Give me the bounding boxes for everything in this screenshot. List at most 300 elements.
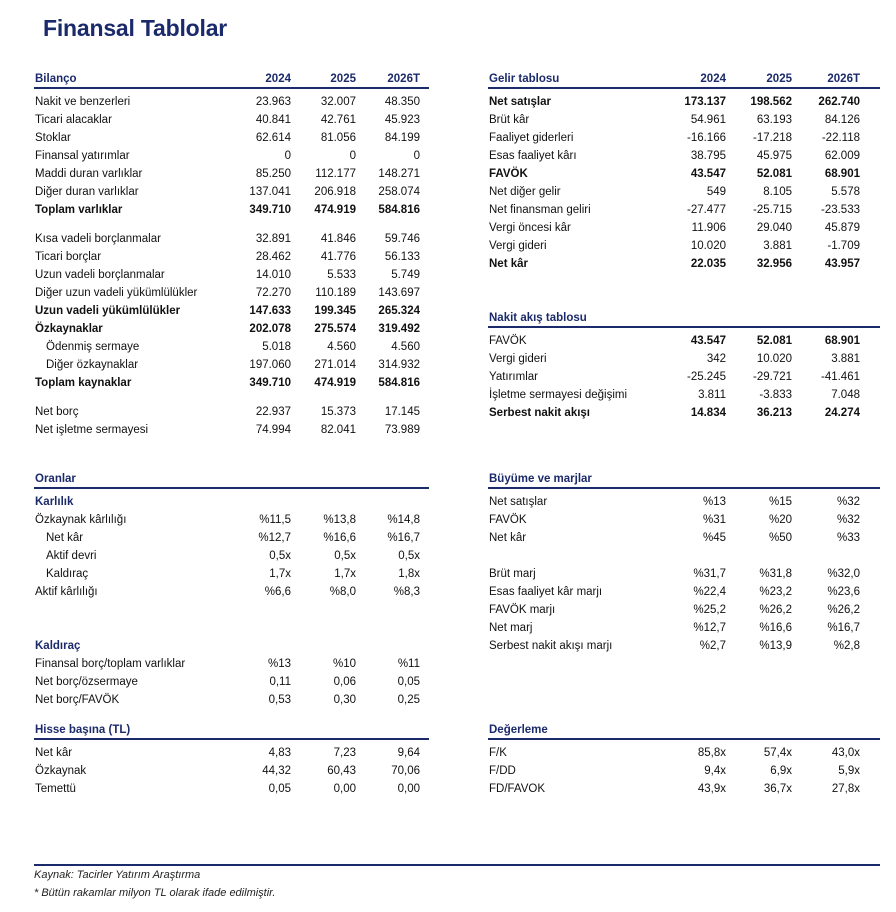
row-value: 349.710 [249, 377, 291, 389]
row-value: %22,4 [693, 586, 726, 598]
row-value: 0,5x [398, 550, 420, 562]
row-value: %31 [702, 514, 726, 526]
row-value: 17.145 [384, 406, 420, 418]
row-label: FAVÖK [489, 335, 527, 347]
row-label: Net satışlar [489, 496, 548, 508]
row-value: 0 [413, 150, 420, 162]
row-label: Ödenmiş sermaye [46, 341, 140, 353]
row-value: 197.060 [249, 359, 291, 371]
row-value: -1.709 [827, 240, 860, 252]
table-row [488, 129, 880, 147]
row-value: 45.923 [384, 114, 420, 126]
row-value: 1,8x [398, 568, 420, 580]
row-value: 43,9x [697, 783, 726, 795]
section-header [488, 472, 880, 489]
row-value: %50 [768, 532, 792, 544]
row-value: %12,7 [693, 622, 726, 634]
row-value: 0,05 [268, 783, 291, 795]
row-value: %8,3 [393, 586, 420, 598]
row-label: FD/FAVOK [489, 783, 546, 795]
row-label: Özkaynaklar [35, 323, 103, 335]
row-value: 271.014 [314, 359, 356, 371]
row-label: Aktif kârlılığı [35, 586, 98, 598]
year-header: 2024 [700, 73, 726, 85]
table-row [488, 237, 880, 255]
row-label: Faaliyet giderleri [489, 132, 574, 144]
row-value: 85.250 [255, 168, 291, 180]
row-value: 262.740 [818, 96, 860, 108]
table-row [34, 248, 429, 266]
table-row [488, 780, 880, 798]
row-value: %16,6 [759, 622, 792, 634]
table-row [488, 529, 880, 547]
section-title: Hisse başına (TL) [35, 724, 131, 736]
table-row [34, 374, 429, 392]
row-value: 0,00 [397, 783, 420, 795]
table-row [34, 320, 429, 338]
row-value: 3.881 [831, 353, 860, 365]
row-value: 42.761 [320, 114, 356, 126]
row-value: 110.189 [315, 287, 356, 299]
table-row [34, 637, 429, 655]
row-label: F/DD [489, 765, 516, 777]
table-row [34, 201, 429, 219]
row-value: 32.891 [255, 233, 291, 245]
section-header [488, 723, 880, 740]
table-row [488, 332, 880, 350]
row-label: Net kâr [489, 258, 528, 270]
section-header [488, 311, 880, 328]
row-value: 198.562 [750, 96, 792, 108]
table-row [488, 404, 880, 422]
table-row [488, 565, 880, 583]
section-title: Gelir tablosu [489, 73, 560, 85]
row-value: 56.133 [384, 251, 420, 263]
row-label: Brüt kâr [489, 114, 530, 126]
row-value: 44,32 [262, 765, 291, 777]
table-row [488, 183, 880, 201]
row-label: Serbest nakit akışı [489, 407, 590, 419]
table-row [488, 350, 880, 368]
row-value: -27.477 [686, 204, 726, 216]
per-share-table [34, 723, 429, 798]
row-value: 62.614 [255, 132, 291, 144]
row-value: 11.906 [691, 222, 726, 234]
table-row [34, 744, 429, 762]
row-label: Net borç/FAVÖK [35, 694, 120, 706]
table-row [34, 302, 429, 320]
row-value: 584.816 [378, 377, 420, 389]
row-label: Özkaynak kârlılığı [35, 514, 127, 526]
row-value: 81.056 [320, 132, 356, 144]
row-value: 22.035 [690, 258, 726, 270]
table-row [488, 255, 880, 273]
row-label: Stoklar [35, 132, 71, 144]
row-value: 474.919 [314, 377, 356, 389]
row-value: 6,9x [770, 765, 792, 777]
row-value: 41.776 [320, 251, 356, 263]
row-value: 4.560 [391, 341, 420, 353]
row-value: %8,0 [329, 586, 356, 598]
section-title: Büyüme ve marjlar [489, 473, 592, 485]
row-value: 342 [706, 353, 726, 365]
row-value: 314.932 [378, 359, 420, 371]
row-value: 148.271 [378, 168, 420, 180]
row-value: 319.492 [378, 323, 420, 335]
row-label: Vergi öncesi kâr [489, 222, 571, 234]
row-label: Net marj [489, 622, 533, 634]
spacer-row [34, 392, 429, 403]
row-value: 14.834 [690, 407, 726, 419]
row-value: %13 [267, 658, 291, 670]
row-value: 143.697 [378, 287, 420, 299]
row-value: %32,0 [827, 568, 860, 580]
row-value: 0,53 [268, 694, 291, 706]
row-value: 7.048 [831, 389, 860, 401]
row-label: FAVÖK marjı [489, 604, 556, 616]
row-value: %23,2 [759, 586, 792, 598]
row-label: Serbest nakit akışı marjı [489, 640, 613, 652]
row-value: 275.574 [314, 323, 356, 335]
row-value: %10 [332, 658, 356, 670]
row-value: 48.350 [384, 96, 420, 108]
row-value: 0,05 [397, 676, 420, 688]
table-row [34, 230, 429, 248]
table-row [488, 637, 880, 655]
row-value: 72.270 [255, 287, 291, 299]
row-label: Uzun vadeli borçlanmalar [35, 269, 165, 281]
row-value: -23.533 [820, 204, 860, 216]
row-value: 10.020 [690, 240, 726, 252]
row-value: %2,7 [699, 640, 726, 652]
row-value: 84.126 [824, 114, 860, 126]
row-label: Diğer özkaynaklar [46, 359, 139, 371]
table-row [34, 93, 429, 111]
row-value: %45 [702, 532, 726, 544]
table-row [34, 421, 429, 439]
row-value: 45.975 [756, 150, 792, 162]
row-value: 5.578 [831, 186, 860, 198]
row-value: 0,5x [269, 550, 291, 562]
row-value: %32 [836, 514, 860, 526]
table-row [34, 691, 429, 709]
row-value: 36,7x [763, 783, 792, 795]
row-value: 0,11 [269, 676, 291, 688]
row-value: 1,7x [269, 568, 291, 580]
page-title: Finansal Tablolar [43, 15, 228, 41]
row-label: Ticari borçlar [35, 251, 102, 263]
table-row [488, 165, 880, 183]
row-label: Esas faaliyet kârı [489, 150, 577, 162]
row-value: 57,4x [763, 747, 792, 759]
source-note: Kaynak: Tacirler Yatırım Araştırma [34, 869, 201, 881]
row-value: 9,64 [397, 747, 420, 759]
row-value: %12,7 [258, 532, 291, 544]
row-value: %2,8 [833, 640, 860, 652]
row-value: %14,8 [387, 514, 420, 526]
valuation-table [488, 723, 880, 798]
year-header: 2025 [330, 73, 356, 85]
row-value: -22.118 [821, 132, 860, 144]
row-value: -29.721 [752, 371, 792, 383]
row-value: 265.324 [378, 305, 420, 317]
row-label: Vergi gideri [489, 353, 547, 365]
section-title: Oranlar [35, 473, 76, 485]
row-value: 15.373 [320, 406, 356, 418]
row-value: 68.901 [824, 168, 860, 180]
row-value: %13,9 [759, 640, 792, 652]
row-value: 45.879 [824, 222, 860, 234]
table-row [34, 673, 429, 691]
row-label: Temettü [35, 783, 76, 795]
row-value: 41.846 [320, 233, 356, 245]
row-value: 112.177 [315, 168, 356, 180]
row-value: 0,06 [333, 676, 356, 688]
row-label: Net borç/özsermaye [35, 676, 138, 688]
row-value: 206.918 [314, 186, 356, 198]
table-row [488, 601, 880, 619]
table-row [488, 583, 880, 601]
row-value: 52.081 [756, 168, 792, 180]
table-row [488, 201, 880, 219]
row-value: 43.547 [690, 168, 726, 180]
table-row [34, 565, 429, 583]
row-label: Net satışlar [489, 96, 552, 108]
row-value: 32.956 [756, 258, 792, 270]
row-value: 9,4x [704, 765, 726, 777]
table-row [488, 762, 880, 780]
row-value: %16,7 [827, 622, 860, 634]
row-label: Toplam kaynaklar [35, 377, 132, 389]
row-label: Yatırımlar [489, 371, 538, 383]
row-label: FAVÖK [489, 514, 527, 526]
row-value: %25,2 [693, 604, 726, 616]
row-value: %13,8 [323, 514, 356, 526]
row-value: 10.020 [756, 353, 792, 365]
row-value: -25.245 [686, 371, 726, 383]
spacer-row [34, 601, 429, 619]
year-header: 2025 [766, 73, 792, 85]
row-label: F/K [489, 747, 507, 759]
section-title: Değerleme [489, 724, 548, 736]
row-value: %23,6 [827, 586, 860, 598]
row-value: 5.018 [262, 341, 291, 353]
row-value: 5.749 [391, 269, 420, 281]
section-header [488, 72, 880, 89]
row-value: 59.746 [384, 233, 420, 245]
row-value: 4,83 [268, 747, 291, 759]
row-label: Net kâr [35, 747, 73, 759]
row-value: -3.833 [759, 389, 792, 401]
table-row [34, 356, 429, 374]
spacer-row [34, 619, 429, 637]
row-value: %15 [768, 496, 792, 508]
table-row [488, 386, 880, 404]
spacer-row [34, 219, 429, 230]
table-row [34, 338, 429, 356]
table-row [34, 780, 429, 798]
row-value: 1,7x [334, 568, 356, 580]
row-value: %32 [836, 496, 860, 508]
row-label: İşletme sermayesi değişimi [489, 389, 628, 401]
row-value: 63.193 [756, 114, 792, 126]
row-value: 137.041 [249, 186, 291, 198]
row-label: FAVÖK [489, 168, 528, 180]
row-value: %33 [836, 532, 860, 544]
table-row [34, 547, 429, 565]
row-value: %13 [702, 496, 726, 508]
row-value: 52.081 [756, 335, 792, 347]
table-row [488, 368, 880, 386]
row-value: %6,6 [264, 586, 291, 598]
table-row [488, 219, 880, 237]
row-value: 0 [284, 150, 291, 162]
row-label: Toplam varlıklar [35, 204, 123, 216]
balance-sheet-table [34, 72, 429, 439]
row-value: 7,23 [333, 747, 356, 759]
table-row [488, 511, 880, 529]
table-row [34, 655, 429, 673]
row-value: 147.633 [249, 305, 291, 317]
table-row [34, 266, 429, 284]
row-value: 24.274 [824, 407, 860, 419]
row-label: Finansal yatırımlar [35, 150, 130, 162]
row-value: 70,06 [391, 765, 420, 777]
row-label: Net borç [35, 406, 79, 418]
table-row [34, 147, 429, 165]
year-header: 2026T [387, 73, 420, 85]
row-label: Nakit ve benzerleri [35, 96, 131, 108]
section-header [34, 723, 429, 740]
unit-note: * Bütün rakamlar milyon TL olarak ifade edilmiştir. [34, 887, 276, 899]
row-label: Kaldıraç [46, 568, 89, 580]
row-value: 27,8x [831, 783, 860, 795]
row-value: 14.010 [255, 269, 291, 281]
row-value: -17.218 [752, 132, 792, 144]
table-row [34, 403, 429, 421]
row-value: -16.166 [686, 132, 726, 144]
table-row [488, 619, 880, 637]
row-value: %16,6 [323, 532, 356, 544]
row-value: 40.841 [255, 114, 291, 126]
row-value: 82.041 [320, 424, 356, 436]
year-header: 2026T [827, 73, 860, 85]
table-row [488, 111, 880, 129]
row-value: 43.957 [824, 258, 860, 270]
row-value: 38.795 [690, 150, 726, 162]
table-row [34, 183, 429, 201]
row-label: Net diğer gelir [489, 186, 561, 198]
row-value: 28.462 [255, 251, 291, 263]
table-row [34, 165, 429, 183]
row-value: 0,5x [334, 550, 356, 562]
table-row [34, 529, 429, 547]
row-value: 173.137 [684, 96, 726, 108]
table-row [34, 511, 429, 529]
row-label: Uzun vadeli yükümlülükler [35, 305, 181, 317]
row-label: Net kâr [489, 532, 527, 544]
row-value: 258.074 [378, 186, 420, 198]
row-value: 199.345 [314, 305, 356, 317]
table-row [488, 744, 880, 762]
row-value: -25.715 [752, 204, 792, 216]
row-value: 22.937 [255, 406, 291, 418]
row-value: 8.105 [763, 186, 792, 198]
row-value: %26,2 [759, 604, 792, 616]
row-value: 349.710 [249, 204, 291, 216]
table-row [488, 93, 880, 111]
row-value: 5,9x [838, 765, 860, 777]
row-value: 584.816 [378, 204, 420, 216]
row-value: 84.199 [384, 132, 420, 144]
row-label: Brüt marj [489, 568, 536, 580]
row-value: 4.560 [327, 341, 356, 353]
row-label: Diğer uzun vadeli yükümlülükler [35, 287, 198, 299]
ratios-table [34, 472, 429, 709]
section-title: Bilanço [35, 73, 77, 85]
row-value: 3.811 [698, 389, 726, 401]
row-label: Karlılık [35, 496, 74, 508]
row-value: %26,2 [827, 604, 860, 616]
row-value: 54.961 [690, 114, 726, 126]
row-value: 3.881 [763, 240, 792, 252]
row-value: 202.078 [249, 323, 291, 335]
row-value: %31,8 [759, 568, 792, 580]
row-label: Özkaynak [35, 765, 87, 777]
row-value: 73.989 [384, 424, 420, 436]
row-value: 85,8x [697, 747, 726, 759]
row-value: 43,0x [831, 747, 860, 759]
section-header [34, 472, 429, 489]
row-value: 43.547 [690, 335, 726, 347]
row-value: -41.461 [820, 371, 860, 383]
footer-divider [34, 864, 880, 866]
table-row [34, 284, 429, 302]
row-value: 60,43 [327, 765, 356, 777]
income-statement-table [488, 72, 880, 273]
table-row [34, 762, 429, 780]
row-label: Net işletme sermayesi [35, 424, 149, 436]
row-value: 0 [349, 150, 356, 162]
section-header [34, 72, 429, 89]
table-row [34, 129, 429, 147]
row-value: 0,00 [333, 783, 356, 795]
row-label: Finansal borç/toplam varlıklar [35, 658, 186, 670]
row-label: Esas faaliyet kâr marjı [489, 586, 603, 598]
table-row [34, 583, 429, 601]
year-header: 2024 [265, 73, 291, 85]
row-value: 474.919 [314, 204, 356, 216]
row-label: Maddi duran varlıklar [35, 168, 143, 180]
row-value: %20 [768, 514, 792, 526]
row-value: %31,7 [693, 568, 726, 580]
row-label: Aktif devri [46, 550, 97, 562]
row-value: %11 [397, 658, 420, 670]
row-value: 23.963 [255, 96, 291, 108]
table-row [34, 493, 429, 511]
row-value: 549 [706, 186, 726, 198]
table-row [34, 111, 429, 129]
row-value: 62.009 [824, 150, 860, 162]
row-label: Kısa vadeli borçlanmalar [35, 233, 161, 245]
spacer-row [488, 547, 880, 565]
row-label: Vergi gideri [489, 240, 547, 252]
table-row [488, 147, 880, 165]
row-label: Ticari alacaklar [35, 114, 112, 126]
row-label: Kaldıraç [35, 640, 81, 652]
row-value: 29.040 [756, 222, 792, 234]
cash-flow-table [488, 311, 880, 422]
